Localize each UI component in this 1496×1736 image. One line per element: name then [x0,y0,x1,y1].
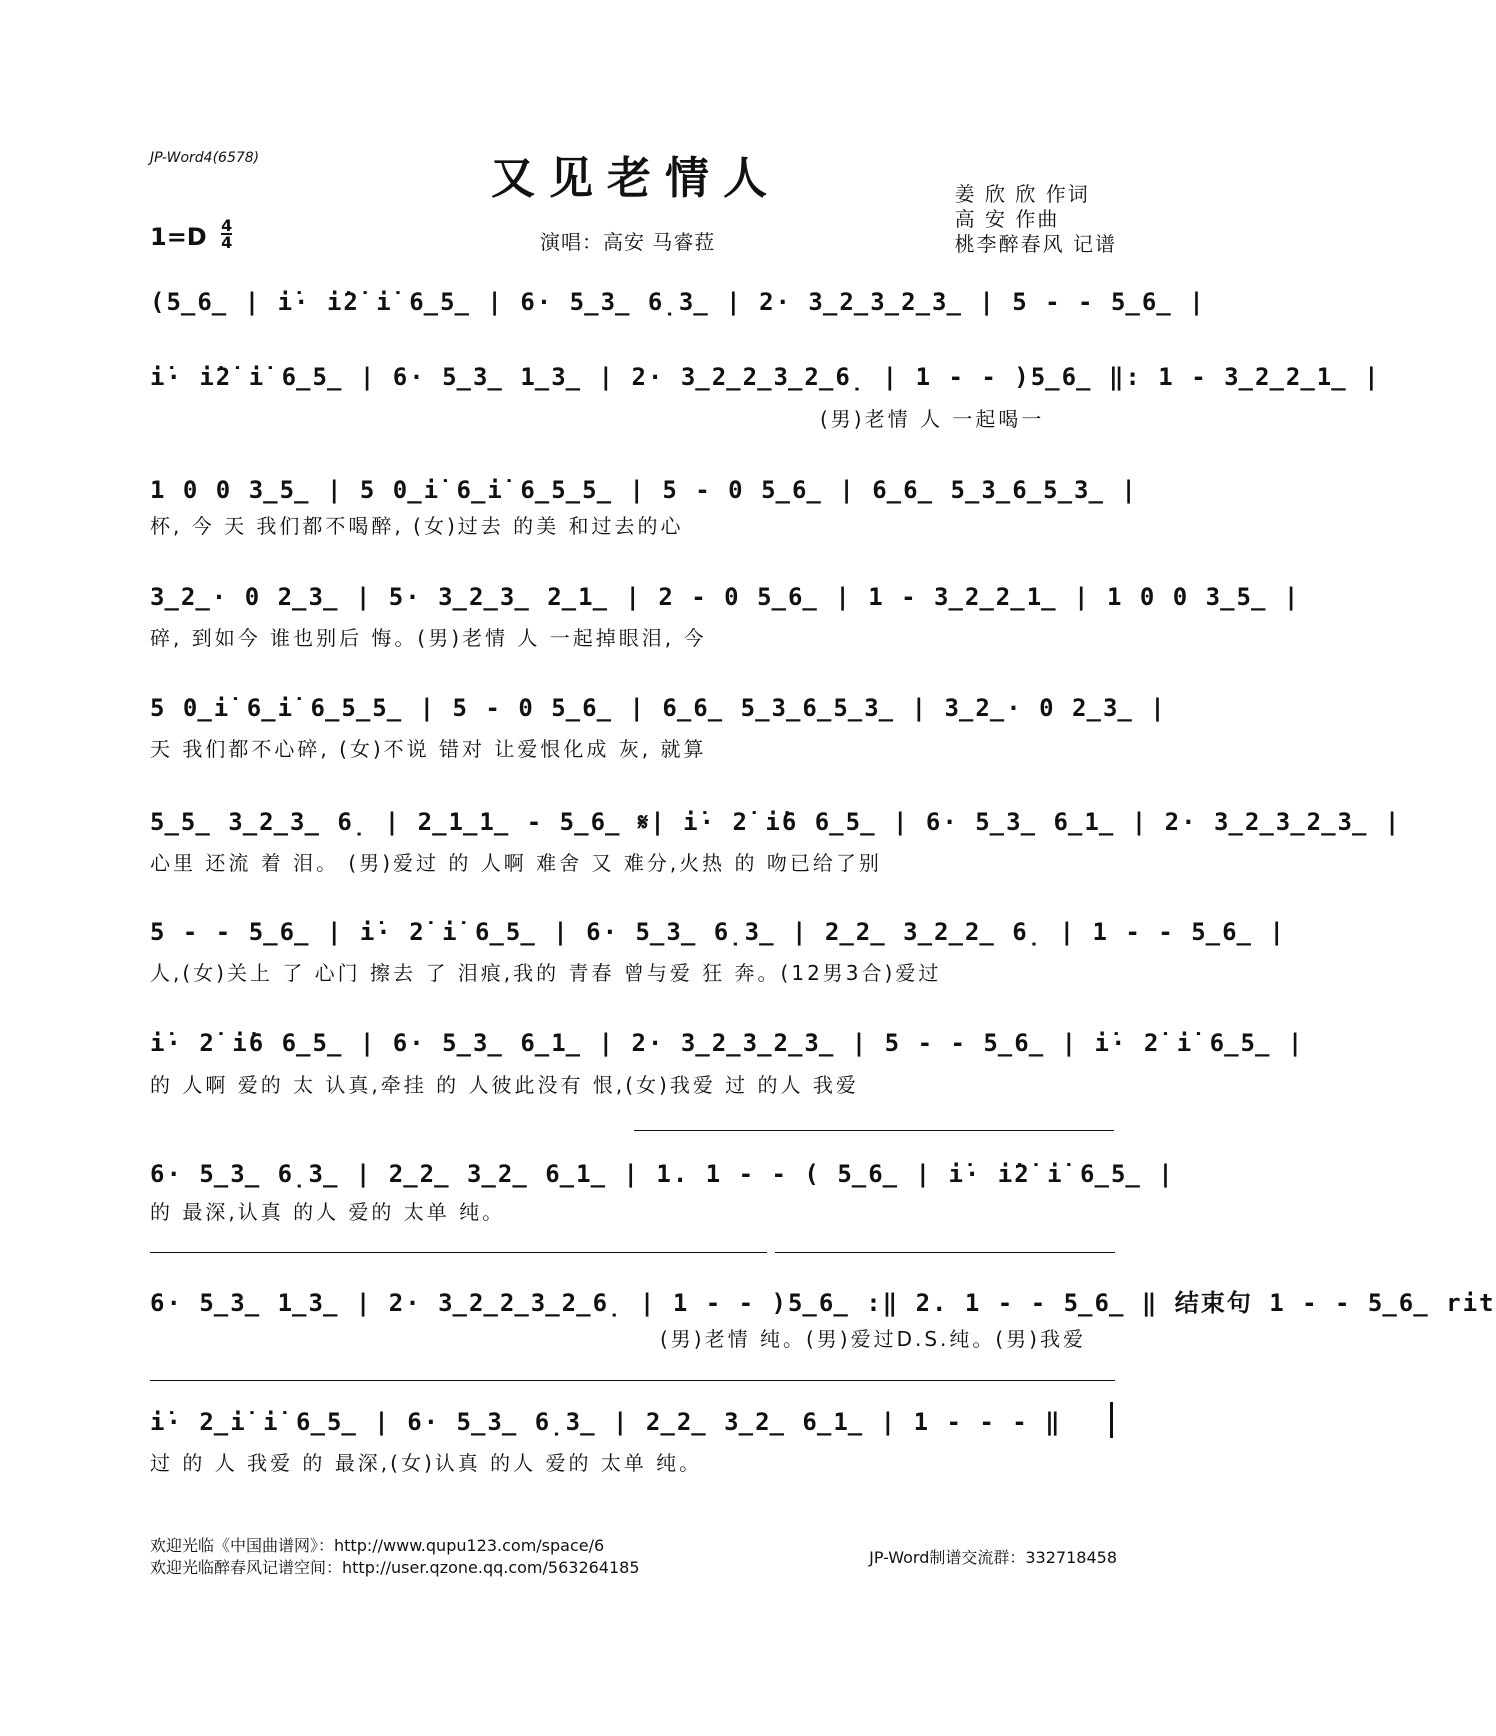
system-10-music: 6· 5̲3̲ 1̲3̲ | 2· 3̲2̲2̲3̲2̲6̣ | 1 - - )5̲6̲ :‖ 2. 1 - - 5̲6̲ ‖ 结束句 1 - - 5̲6̲ rit [150,1289,1496,1317]
credits [955,182,1117,257]
system-10-lyrics: (男)老情 纯。(男)爱过D.S.纯。(男)我爱 [660,1327,1086,1351]
transcriber-credit: 桃李醉春风 记谱 [954,232,1117,256]
system-6-lyrics: 心里 还流 着 泪。 (男)爱过 的 人啊 难舍 又 难分,火热 的 吻已给了别 [150,851,882,875]
system-7-music: 5 - - 5̲6̲ | i̇· 2̇ i̇ 6̲5̲ | 6· 5̲3̲ 6̣3̲ | 2̲2̲ 3̲2̲2̲ 6̣ | 1 - - 5̲6̲ | [150,918,1286,946]
system-11-music: i̇· 2̲i̇ i̇ 6̲5̲ | 6· 5̲3̲ 6̣3̲ | 2̲2̲ 3̲2̲ 6̲1̲ | 1 - - - ‖ [150,1408,1062,1436]
system-2-music: i̇· i̇2̇ i̇ 6̲5̲ | 6· 5̲3̲ 1̲3̲ | 2· 3̲2̲2̲3̲2̲6̣ | 1 - - )5̲6̲ ‖: 1 - 3̲2̲2̲1̲ | [150,363,1381,391]
system-11-lyrics: 过 的 人 我爱 的 最深,(女)认真 的人 爱的 太单 纯。 [150,1451,703,1475]
volta-2-line [775,1252,1115,1253]
system-4-music: 3̲2̲· 0 2̲3̲ | 5· 3̲2̲3̲ 2̲1̲ | 2 - 0 5̲6̲ | 1 - 3̲2̲2̲1̲ | 1 0 0 3̲5̲ | [150,583,1301,611]
volta-1-line [634,1130,1114,1131]
system-2-lyrics: (男)老情 人 一起喝一 [820,407,1045,431]
lyricist-credit: 姜 欣 欣 作词 [954,182,1090,206]
system-1-music: (5̲6̲ | i̇· i̇2̇ i̇ 6̲5̲ | 6· 5̲3̲ 6̣3̲ | 2· 3̲2̲3̲2̲3̲ | 5 - - 5̲6̲ | [150,288,1206,316]
system-5-lyrics: 天 我们都不心碎, (女)不说 错对 让爱恨化成 灰, 就算 [150,737,707,761]
volta-repeat-line [150,1252,767,1253]
time-signature-bottom: 4 [221,233,233,252]
footer-link-1: 欢迎光临《中国曲谱网》：http://www.qupu123.com/space/6 [150,1536,605,1555]
system-6-music: 5̲5̲ 3̲2̲3̲ 6̣ | 2̲1̲1̲ - 5̲6̲ 𝄋| i̇· 2̇ i̇6 6̲5̲ | 6· 5̲3̲ 6̲1̲ | 2· 3̲2̲3̲2̲3̲ | [150,808,1402,836]
footer-links [150,1535,640,1579]
coda-line [150,1380,1115,1381]
system-8-lyrics: 的 人啊 爱的 太 认真,牵挂 的 人彼此没有 恨,(女)我爱 过 的人 我爱 [150,1073,859,1097]
system-9-music: 6· 5̲3̲ 6̣3̲ | 2̲2̲ 3̲2̲ 6̲1̲ | 1. 1 - - ( 5̲6̲ | i̇· i̇2̇ i̇ 6̲5̲ | [150,1160,1175,1188]
key-signature: 1=D [150,223,207,251]
time-signature [221,218,232,250]
final-barline [1110,1402,1113,1438]
system-8-music: i̇· 2̇ i̇6 6̲5̲ | 6· 5̲3̲ 6̲1̲ | 2· 3̲2̲3̲2̲3̲ | 5 - - 5̲6̲ | i̇· 2̇ i̇ 6̲5̲ | [150,1029,1305,1057]
footer-group: JP-Word制谱交流群：332718458 [869,1548,1117,1567]
system-9-lyrics: 的 最深,认真 的人 爱的 太单 纯。 [150,1200,506,1224]
key-and-time [150,216,233,254]
system-7-lyrics: 人,(女)关上 了 心门 擦去 了 泪痕,我的 青春 曾与爱 狂 奔。(12男3合)爱过 [150,961,942,985]
footer-link-2: 欢迎光临醉春风记谱空间：http://user.qzone.qq.com/563264185 [150,1558,640,1577]
system-3-music: 1 0 0 3̲5̲ | 5 0̲i̇ 6̲i̇ 6̲5̲5̲ | 5 - 0 5̲6̲ | 6̲6̲ 5̲3̲6̲5̲3̲ | [150,476,1138,504]
system-5-music: 5 0̲i̇ 6̲i̇ 6̲5̲5̲ | 5 - 0 5̲6̲ | 6̲6̲ 5̲3̲6̲5̲3̲ | 3̲2̲· 0 2̲3̲ | [150,694,1167,722]
system-3-lyrics: 杯, 今 天 我们都不喝醉, (女)过去 的美 和过去的心 [150,514,684,538]
software-tag: JP-Word4(6578) [150,150,260,166]
system-4-lyrics: 碎, 到如今 谁也别后 悔。(男)老情 人 一起掉眼泪, 今 [150,626,707,650]
time-signature-top: 4 [221,216,233,235]
composer-credit: 高 安 作曲 [954,207,1060,231]
singer: 演唱：高安 马睿菈 [540,230,716,254]
song-title: 又见老情人 [491,153,781,204]
